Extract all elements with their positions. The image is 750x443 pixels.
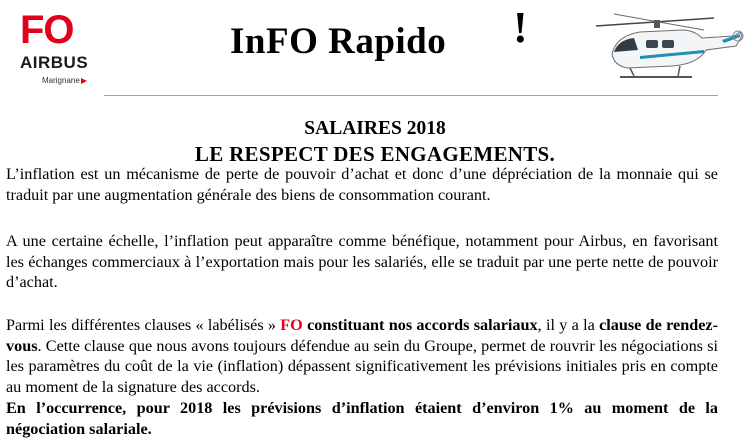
exclamation-mark: !: [513, 3, 528, 52]
headline-line-1: SALAIRES 2018: [304, 118, 446, 139]
logo-site-text: Marignane: [42, 76, 80, 85]
paragraph-inflation-forecast: En l’occurrence, pour 2018 les prévisions d’inflation étaient d’environ 1% au moment de la négociation salariale.: [6, 399, 718, 438]
header: [0, 0, 750, 100]
headline-line-2: LE RESPECT DES ENGAGEMENTS.: [194, 142, 556, 166]
newsletter-title: InFO Rapido: [230, 21, 447, 62]
logo-fo-text: FO: [20, 8, 74, 52]
paragraph-clause-rendez-vous: [6, 315, 718, 397]
p3-text-a: Parmi les différentes clauses « labélisés »: [6, 316, 281, 334]
p3-text-e: . Cette clause que nous avons toujours défendue au sein du Groupe, permet de rouvrir les négociations si les paramètres du coût de la vie (inflation) dépassent significativement les prévisions initiales pris en compte au moment de la signature des accords.: [6, 336, 718, 396]
p3-accords-label: constituant nos accords salariaux: [302, 316, 538, 334]
fo-airbus-logo: [14, 10, 94, 90]
p3-clause-label: clause de rendez-vous: [6, 316, 718, 355]
paragraph-inflation-effects: A une certaine échelle, l’inflation peut apparaître comme bénéfique, notamment pour Airbus, en favorisant les échanges commerciaux à l’exportation mais pour les salariés, elle se traduit par une perte nette de pouvoir d’achat.: [6, 232, 718, 291]
helicopter-icon: [594, 6, 744, 86]
header-divider: [104, 95, 718, 96]
p3-text-c: , il y a la: [537, 316, 600, 334]
p3-fo-label: FO: [280, 316, 303, 334]
paragraph-inflation-definition: L’inflation est un mécanisme de perte de pouvoir d’achat et donc d’une dépréciation de la monnaie qui se traduit par une augmentation générale des biens de consommation courant.: [6, 165, 718, 204]
logo-airbus-text: AIRBUS: [20, 53, 89, 72]
logo-arrow-icon: [81, 78, 87, 84]
